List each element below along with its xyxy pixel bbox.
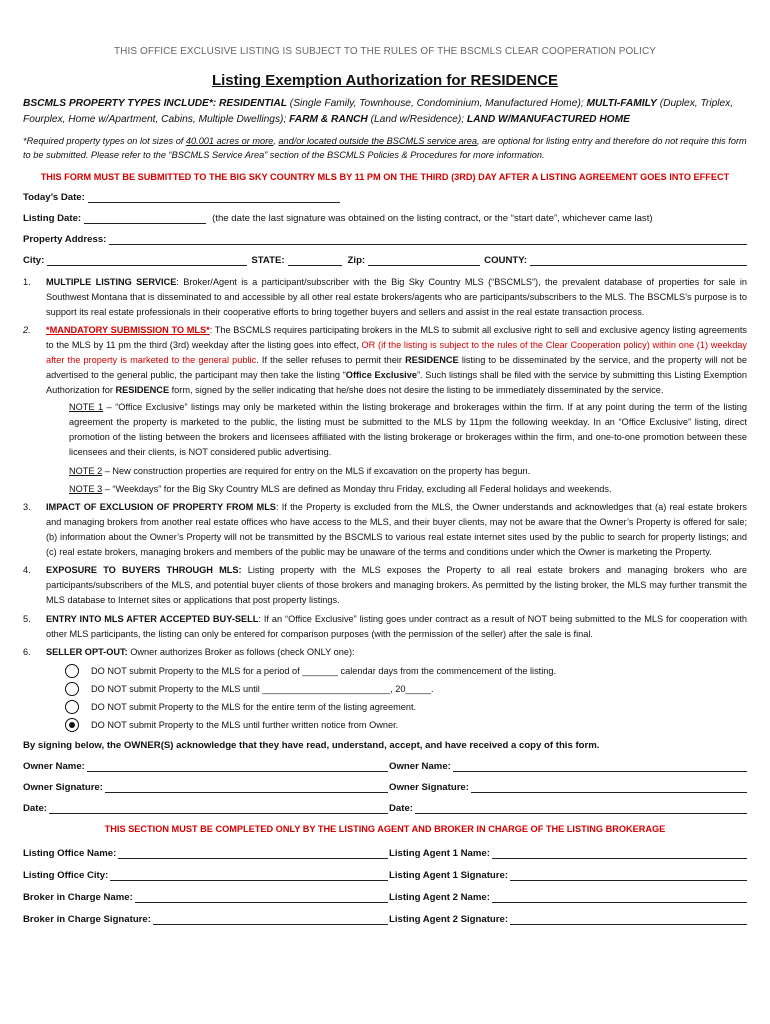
types-farm-label: FARM & RANCH: [289, 114, 368, 125]
listing-date-line[interactable]: [84, 212, 206, 224]
note-service-area: and/or located outside the BSCMLS service area: [278, 136, 478, 146]
listing-agent-1-signature-label: Listing Agent 1 Signature:: [389, 870, 509, 882]
owner-name-line[interactable]: [453, 760, 747, 772]
section-heading: IMPACT OF EXCLUSION OF PROPERTY FROM MLS: [46, 502, 276, 513]
note-acres: 40.001 acres or more: [185, 136, 274, 146]
radio-button[interactable]: [65, 682, 79, 696]
owner-date-line[interactable]: [415, 802, 747, 814]
page-title: Listing Exemption Authorization for RESIDENCE: [211, 72, 559, 89]
section-1: [23, 275, 747, 319]
opt-out-option-days[interactable]: [65, 662, 747, 680]
bic-signature-row: [23, 911, 747, 925]
listing-agent-2-name-label: Listing Agent 2 Name:: [389, 892, 490, 904]
radio-button-selected[interactable]: [65, 718, 79, 732]
office-name-row: [23, 845, 747, 859]
option-label: DO NOT submit Property to the MLS for a period of _______ calendar days from the commencement of the listing.: [91, 666, 557, 677]
section-text: : If an “Office Exclusive” listing goes under contract as a result of NOT being submitted to the MLS for cooperation with other MLS participants, the listing can only be entered for comparison purposes (with the permission of the seller) after the sale is final.: [46, 613, 747, 639]
listing-office-name-label: Listing Office Name:: [23, 848, 117, 860]
todays-date-label: Today’s Date:: [23, 192, 85, 203]
listing-office-city-line[interactable]: [110, 869, 388, 881]
types-residential-label: BSCMLS PROPERTY TYPES INCLUDE*: RESIDENTIAL: [23, 98, 287, 109]
option-label: DO NOT submit Property to the MLS until _________________________, 20_____.: [91, 684, 434, 695]
city-state-row: [23, 252, 747, 266]
listing-office-name-line[interactable]: [118, 847, 388, 859]
broker-in-charge-signature-line[interactable]: [153, 913, 388, 925]
residence-emphasis: RESIDENCE: [115, 384, 170, 395]
section-text: Listing property with the MLS exposes the Property to all real estate brokers and managing brokers who are participants/subscribers of the MLS, and potential buyer clients of those brokers and managing brokers. As permitted by the listing broker, the MLS may further transmit the MLS database to Internet sites or applications that post property listings.: [46, 565, 747, 605]
city-line[interactable]: [47, 254, 247, 266]
property-types: [23, 96, 747, 128]
listing-date-label: Listing Date:: [23, 213, 82, 224]
state-label: STATE:: [251, 255, 285, 266]
section-text: Owner authorizes Broker as follows (check ONLY one):: [127, 647, 355, 658]
county-label: COUNTY:: [484, 255, 528, 266]
section-heading: EXPOSURE TO BUYERS THROUGH MLS:: [46, 565, 242, 576]
option-label: DO NOT submit Property to the MLS for the entire term of the listing agreement.: [91, 702, 417, 713]
office-city-row: [23, 867, 747, 881]
listing-agent-1-signature-line[interactable]: [510, 869, 747, 881]
note-label: NOTE 2: [69, 465, 103, 476]
city-label: City:: [23, 255, 45, 266]
section-text: ”. Such listings shall be filed with the service by submitting this Listing Exemption Authorization for: [46, 369, 748, 395]
section-text: : Broker/Agent is a participant/subscriber with the Big Sky Country MLS (“BSCMLS”), the prevalent database of properties for sale in Southwest Montana that is disseminated to and accessible by all other real estate brokers/agents who are participants/subscribers to the MLS. The BSCMLS’s purpose is to support its real estate professionals in their cooperative efforts to bring together buyers and sellers and assist in the real estate transaction process.: [46, 277, 747, 317]
section-heading: MULTIPLE LISTING SERVICE: [46, 277, 177, 287]
broker-in-charge-name-line[interactable]: [135, 891, 388, 903]
clear-cooperation-text: OR (if the listing is subject to the rules of the Clear Cooperation policy) within one (1) weekday after the property is marketed to the general public: [46, 340, 748, 365]
section-4: [23, 563, 747, 607]
listing-agent-2-name-line[interactable]: [492, 891, 747, 903]
note-label: NOTE 3: [69, 484, 103, 495]
office-exclusive-emphasis: Office Exclusive: [345, 369, 417, 380]
section-text: listing to be disseminated by the service, and the property will not be advertised to the general public, the participant may then take the listing “: [46, 354, 747, 380]
listing-agent-1-name-line[interactable]: [492, 847, 747, 859]
required-note: [23, 134, 747, 162]
note-3: [69, 482, 747, 497]
opt-out-option-entire-term[interactable]: [65, 698, 747, 716]
listing-office-city-label: Listing Office City:: [23, 870, 109, 882]
types-residential-text: (Single Family, Townhouse, Condominium, Manufactured Home);: [286, 98, 587, 109]
note-2: [69, 464, 747, 479]
property-address-line[interactable]: [109, 233, 747, 245]
section-3: [23, 500, 747, 559]
radio-button[interactable]: [65, 700, 79, 714]
owner-date-label: Date:: [23, 803, 47, 815]
types-land-label: LAND W/MANUFACTURED HOME: [466, 114, 630, 125]
zip-line[interactable]: [368, 254, 480, 266]
header-notice: THIS OFFICE EXCLUSIVE LISTING IS SUBJECT TO THE RULES OF THE BSCMLS CLEAR COOPERATION POLICY: [113, 46, 657, 57]
listing-date-field[interactable]: [23, 210, 747, 224]
section-number: 6.: [23, 647, 31, 658]
section-text: : If the Property is excluded from the MLS, the Owner understands and acknowledges that (a) real estate brokers and managing brokers from another real estate offices who have access to the MLS, and their buyer clients, may not be aware that the Owner’s Property is offered for sale; (b) information about the Owner’s Property will not be transmitted by the BSCMLS to various real estate internet sites used by the public to search for property listings; and (c) real estate brokers, managing brokers and members of the public may be unaware of the terms and conditions under which the Owner is marketing the Property.: [46, 502, 747, 557]
agent-section-heading: THIS SECTION MUST BE COMPLETED ONLY BY THE LISTING AGENT AND BROKER IN CHARGE OF THE LISTING BROKERAGE: [104, 824, 666, 835]
section-heading: ENTRY INTO MLS AFTER ACCEPTED BUY-SELL: [46, 613, 259, 624]
todays-date-field[interactable]: [23, 189, 747, 203]
property-address-label: Property Address:: [23, 234, 107, 245]
owner-name-row: [23, 758, 747, 772]
listing-agent-1-name-label: Listing Agent 1 Name:: [389, 848, 490, 860]
section-text: : The BSCMLS requires participating brokers in the MLS to submit all exclusive right to sell and exclusive agency listing agreements to the MLS by 11 pm the third (3rd) weekday after the listing goes into effect,: [46, 325, 747, 351]
owner-signature-line[interactable]: [105, 781, 388, 793]
section-number: 2.: [23, 325, 31, 336]
owner-name-label: Owner Name:: [23, 761, 85, 773]
owner-date-label: Date:: [389, 803, 413, 815]
owner-signature-line[interactable]: [471, 781, 747, 793]
owner-date-line[interactable]: [49, 802, 388, 814]
owner-signature-label: Owner Signature:: [389, 782, 469, 794]
listing-date-note: (the date the last signature was obtained on the listing contract, or the “start date”, whichever came last): [212, 213, 653, 224]
section-6: [23, 645, 747, 660]
section-number: 4.: [23, 565, 31, 576]
owner-name-line[interactable]: [87, 760, 388, 772]
opt-out-option-written-notice[interactable]: [65, 716, 747, 734]
county-line[interactable]: [530, 254, 747, 266]
owner-signature-row: [23, 779, 747, 793]
types-multifamily-text: (Duplex, Triplex, Fourplex, Home w/Apartment, Cabins, Multiple Dwellings);: [23, 98, 734, 125]
broker-in-charge-name-label: Broker in Charge Name:: [23, 892, 133, 904]
todays-date-line[interactable]: [88, 191, 340, 203]
radio-button[interactable]: [65, 664, 79, 678]
zip-label: Zip:: [347, 255, 366, 266]
owner-name-label: Owner Name:: [389, 761, 451, 773]
note-1: [69, 400, 747, 459]
section-2: [23, 323, 747, 397]
listing-agent-2-signature-label: Listing Agent 2 Signature:: [389, 914, 509, 926]
owner-date-row: [23, 800, 747, 814]
section-heading: *MANDATORY SUBMISSION TO MLS*: [46, 325, 210, 336]
section-text: . If the seller refuses to permit their: [256, 354, 406, 365]
section-text: form, signed by the seller indicating that he/she does not desire the listing to be immediately disseminated by the service.: [169, 384, 664, 395]
property-address-field[interactable]: [23, 231, 747, 245]
note-text: – “Weekdays” for the Big Sky Country MLS are defined as Monday thru Friday, excluding all Federal holidays and weekends.: [102, 484, 612, 495]
section-5: [23, 612, 747, 642]
section-number: 3.: [23, 502, 31, 513]
owner-signature-label: Owner Signature:: [23, 782, 103, 794]
owner-acknowledgement: By signing below, the OWNER(S) acknowledge that they have read, understand, accept, and have received a copy of this form.: [23, 740, 600, 752]
bic-name-row: [23, 889, 747, 903]
types-multifamily-label: MULTI-FAMILY: [586, 98, 657, 109]
section-heading: SELLER OPT-OUT:: [46, 647, 128, 658]
types-farm-text: (Land w/Residence);: [367, 114, 467, 125]
note-text-a: *Required property types on lot sizes of: [23, 136, 186, 146]
section-number: 5.: [23, 613, 31, 624]
state-line[interactable]: [288, 254, 342, 266]
residence-emphasis: RESIDENCE: [405, 354, 459, 365]
note-text-c: , are optional for listing entry and therefore do not require this form to be submitted. Please refer to the “BSCMLS Service Area” section of the BSCMLS Policies & Procedures for more information.: [23, 136, 747, 160]
note-text: – New construction properties are required for entry on the MLS if excavation on the property has begun.: [102, 465, 531, 476]
option-label: DO NOT submit Property to the MLS until further written notice from Owner.: [91, 720, 399, 731]
note-label: NOTE 1: [69, 402, 104, 413]
listing-agent-2-signature-line[interactable]: [510, 913, 747, 925]
opt-out-option-until-date[interactable]: [65, 680, 747, 698]
opt-out-options: [23, 662, 747, 734]
section-number: 1.: [23, 277, 31, 287]
submission-warning: THIS FORM MUST BE SUBMITTED TO THE BIG SKY COUNTRY MLS BY 11 PM ON THE THIRD (3RD) DAY AFTER A LISTING AGREEMENT GOES INTO EFFECT: [40, 172, 730, 182]
sections-list: [23, 275, 747, 660]
broker-in-charge-signature-label: Broker in Charge Signature:: [23, 914, 151, 926]
note-text: – “Office Exclusive” listings may only be marketed within the listing brokerage and brokerages within the firm. If at any point during the term of the listing agreement the property is marketed to the public, the listing must be submitted to the MLS by 11pm the following weekday. In an “Office Exclusive” listing, direct promotion of the listing between the brokers and licensees affiliated with the listing brokerage or brokerages within the firm, and one-to-one promotion between these licensees and their clients, is NOT considered public advertising.: [69, 402, 747, 457]
note-text-b: ,: [273, 136, 279, 146]
